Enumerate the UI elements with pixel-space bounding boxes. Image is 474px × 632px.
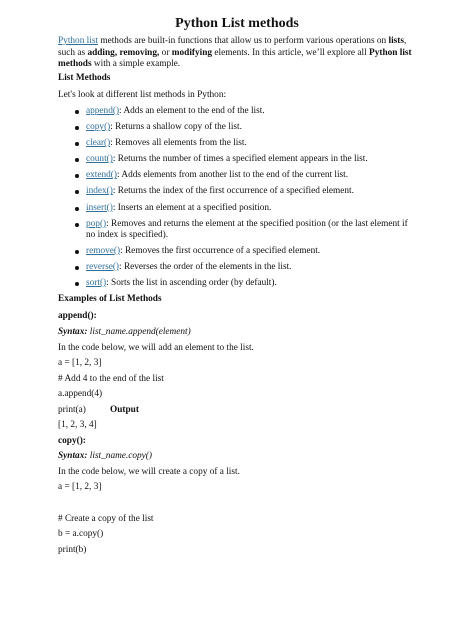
append-description: In the code below, we will add an element to the list. — [58, 343, 254, 353]
method-link[interactable]: reverse() — [86, 261, 120, 272]
method-link[interactable]: clear() — [86, 138, 111, 149]
list-item: pop(): Removes and returns the element at the specified position (or the last element if no index is specified). — [58, 219, 418, 246]
bullet-icon — [75, 207, 79, 211]
output-value: [1, 2, 3, 4] — [58, 420, 97, 430]
bullet-icon — [75, 126, 79, 130]
method-link[interactable]: remove() — [86, 245, 121, 256]
code-line: a = [1, 2, 3] — [58, 482, 102, 492]
copy-syntax: Syntax: list_name.copy() — [58, 451, 152, 461]
code-line: a.append(4) — [58, 389, 103, 399]
code-line: a = [1, 2, 3] — [58, 358, 102, 368]
method-link[interactable]: index() — [86, 186, 113, 197]
copy-description: In the code below, we will create a copy of a list. — [58, 467, 240, 477]
method-link[interactable]: sort() — [86, 277, 107, 288]
append-syntax: Syntax: list_name.append(element) — [58, 327, 191, 337]
list-item: extend(): Adds elements from another list to the end of the current list. — [58, 170, 418, 186]
bullet-icon — [75, 142, 79, 146]
output-label: Output — [110, 405, 139, 415]
list-item: reverse(): Reverses the order of the elements in the list. — [58, 262, 418, 278]
list-methods-heading: List Methods — [58, 73, 111, 83]
method-link[interactable]: pop() — [86, 218, 107, 229]
append-heading: append(): — [58, 311, 97, 321]
code-line: b = a.copy() — [58, 529, 104, 539]
bullet-icon — [75, 250, 79, 254]
code-comment: # Create a copy of the list — [58, 514, 154, 524]
method-link[interactable]: insert() — [86, 202, 113, 213]
method-link[interactable]: append() — [86, 106, 120, 116]
method-link[interactable]: count() — [86, 154, 113, 165]
python-list-link[interactable]: Python list — [58, 36, 99, 46]
list-item: copy(): Returns a shallow copy of the list. — [58, 122, 418, 138]
examples-heading: Examples of List Methods — [58, 294, 162, 304]
page-title: Python List methods — [175, 16, 299, 31]
bullet-icon — [75, 282, 79, 286]
method-link[interactable]: extend() — [86, 170, 117, 181]
intro-lets-look: Let's look at different list methods in Python: — [58, 90, 227, 100]
bullet-icon — [75, 158, 79, 162]
code-comment: # Add 4 to the end of the list — [58, 374, 164, 384]
bullet-icon — [75, 266, 79, 270]
list-item: remove(): Removes the first occurrence of a specified element. — [58, 246, 418, 262]
code-line: print(b) — [58, 545, 87, 555]
bullet-icon — [75, 223, 79, 227]
copy-heading: copy(): — [58, 436, 86, 446]
bullet-icon — [75, 110, 79, 114]
list-item: insert(): Inserts an element at a specified position. — [58, 203, 418, 219]
list-item: append(): Adds an element to the end of the list. — [58, 106, 418, 122]
list-item: index(): Returns the index of the first occurrence of a specified element. — [58, 186, 418, 202]
list-item: sort(): Sorts the list in ascending order (by default). — [58, 278, 418, 294]
method-link[interactable]: copy() — [86, 122, 111, 133]
bullet-icon — [75, 190, 79, 194]
code-line: print(a) Output — [58, 405, 139, 415]
intro-paragraph: Python list methods are built-in functions that allow us to perform various operations on lists, such as adding, removing, or modifying elements. In this article, we’ll explore all Python list methods with a simple example. — [58, 36, 412, 70]
list-item: clear(): Removes all elements from the list. — [58, 138, 418, 154]
bullet-icon — [75, 174, 79, 178]
list-item: count(): Returns the number of times a specified element appears in the list. — [58, 154, 418, 170]
methods-list — [58, 106, 418, 294]
